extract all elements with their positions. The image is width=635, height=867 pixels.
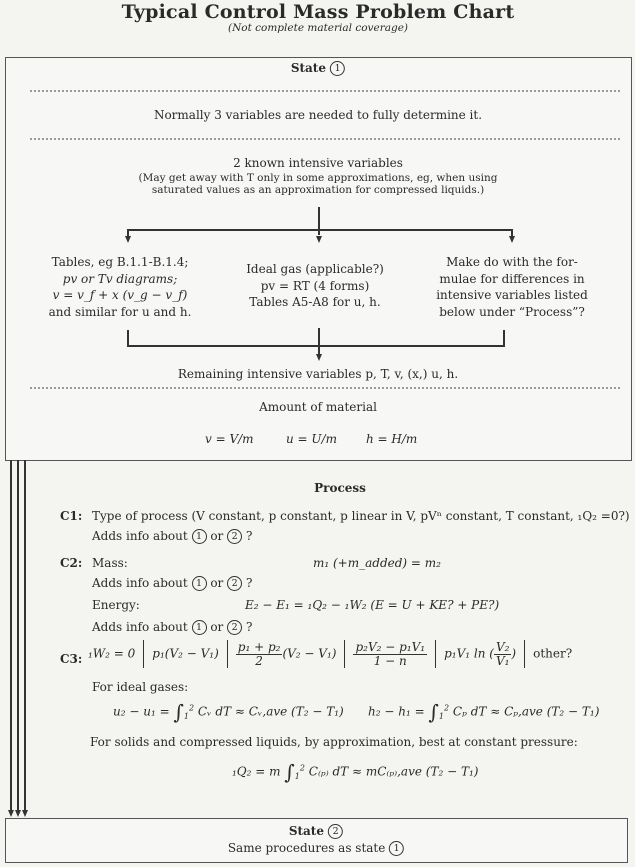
arrow-down-icon <box>8 810 14 817</box>
specific-enthalpy-formula: h = H/m <box>366 432 418 446</box>
arrow-down-icon <box>125 236 131 243</box>
specific-energy-formula: u = U/m <box>286 432 337 446</box>
state-number-badge: 1 <box>330 61 345 76</box>
method-line: Tables, eg B.1.1-B.1.4; <box>51 255 189 269</box>
method-differences <box>436 254 588 320</box>
method-line: pv or Tv diagrams; <box>62 271 178 286</box>
connector-line <box>10 460 12 810</box>
state-number-badge: 1 <box>389 841 404 856</box>
separator <box>435 640 436 668</box>
arrow-down-icon <box>22 810 28 817</box>
enthalpy-formula <box>368 700 599 724</box>
state-number-badge: 1 <box>192 529 207 544</box>
denominator: 1 − n <box>373 653 407 668</box>
state-number-badge: 1 <box>192 620 207 635</box>
arrow-down-icon <box>509 236 515 243</box>
separator <box>143 640 144 668</box>
divider <box>30 90 620 92</box>
page-title: Typical Control Mass Problem Chart <box>121 1 515 23</box>
method-line: below under “Process”? <box>439 304 585 319</box>
heat-formula <box>232 760 478 784</box>
connector-line <box>503 330 505 346</box>
adds-info-text: Adds info about <box>92 620 188 634</box>
state-number-badge: 1 <box>192 576 207 591</box>
known-note-1: (May get away with T only in some approximations, eg, when using <box>138 172 498 184</box>
method-line: intensive variables listed <box>436 288 588 302</box>
arrow-down-icon <box>316 236 322 243</box>
separator <box>227 640 228 668</box>
denominator: 2 <box>255 653 263 668</box>
or-text: or <box>210 576 224 590</box>
state-2-heading <box>289 824 343 839</box>
mass-formula: m₁ (+m_added) = m₂ <box>313 556 441 570</box>
integral-icon: ∫ <box>428 700 439 724</box>
ideal-gases-label: For ideal gases: <box>92 680 189 694</box>
state-number-badge: 2 <box>227 576 242 591</box>
amount-text: Amount of material <box>259 400 377 414</box>
question-mark: ? <box>245 576 253 590</box>
internal-energy-formula <box>113 700 344 724</box>
connector-line <box>318 328 320 355</box>
state-1-heading <box>291 61 345 76</box>
numerator: V₂ <box>495 639 510 654</box>
state-2-text <box>228 841 404 856</box>
method-line: pv = RT (4 forms) <box>260 278 370 293</box>
c2-label: C2: <box>60 556 83 570</box>
connector-line <box>127 345 505 347</box>
adds-info-c1 <box>92 529 252 544</box>
fraction <box>353 641 427 668</box>
integral-icon: ∫ <box>173 700 184 724</box>
lower-limit: 1 <box>438 711 444 721</box>
method-line: Ideal gas (applicable?) <box>246 262 384 276</box>
energy-formula: E₂ − E₁ = ₁Q₂ − ₁W₂ (E = U + KE? + PE?) <box>245 598 500 612</box>
page-subtitle: (Not complete material coverage) <box>227 22 409 34</box>
question-mark: ? <box>245 529 253 543</box>
formula-right: C₍ₚ₎ dT ≈ mC₍ₚ₎,ave (T₂ − T₁) <box>308 764 479 779</box>
separator <box>524 640 525 668</box>
state-1-label: State <box>290 61 326 75</box>
same-procedures-text: Same procedures as state <box>227 841 386 855</box>
lower-limit: 1 <box>183 711 189 721</box>
connector-line <box>127 330 129 346</box>
fraction <box>494 641 511 668</box>
work-isothermal: p₁V₁ ln <box>444 646 486 661</box>
work-linear: (V₂ − V₁) <box>282 646 337 661</box>
formula-left: h₂ − h₁ = <box>368 704 425 719</box>
numerator: p₁ + p₂ <box>237 639 281 654</box>
known-note-2: saturated values as an approximation for compressed liquids.) <box>151 184 485 196</box>
work-formulas: ₁W₂ = 0 p₁(V₂ − V₁) $\frac{\text{p₁ + p₂}}{2}$ (V₂ − V₁) $\frac{\text{p₂V₂ − p₁V₁}}{1 - n}$ p₁V₁ ln ( $\frac{\text{V₂}}{\text{V₁}}$ ) other? <box>88 639 573 668</box>
work-constant-pressure: p₁(V₂ − V₁) <box>152 646 219 661</box>
remaining-text: Remaining intensive variables p, T, v, (x,) u, h. <box>177 367 459 381</box>
mass-label: Mass: <box>92 556 128 570</box>
adds-info-energy <box>92 620 252 635</box>
method-ideal-gas <box>246 261 384 311</box>
integral-icon: ∫ <box>284 760 295 784</box>
method-tables <box>49 254 192 320</box>
adds-info-text: Adds info about <box>92 576 188 590</box>
or-text: or <box>210 529 224 543</box>
divider <box>30 138 620 140</box>
method-line: Make do with the for- <box>446 255 578 269</box>
numerator: p₂V₂ − p₁V₁ <box>355 639 426 654</box>
upper-limit: 2 <box>188 703 195 713</box>
method-line: Tables A5-A8 for u, h. <box>249 295 381 309</box>
process-heading: Process <box>314 481 366 495</box>
lower-limit: 1 <box>294 771 300 781</box>
fraction <box>236 641 283 668</box>
work-zero: ₁W₂ = 0 <box>88 646 136 661</box>
state-number-badge: 2 <box>227 529 242 544</box>
method-line: mulae for differences in <box>439 271 585 286</box>
solids-text: For solids and compressed liquids, by approximation, best at constant pressure: <box>90 735 578 749</box>
method-line: v = v_f + x (v_g − v_f) <box>52 288 188 302</box>
c3-label: C3: <box>60 652 83 666</box>
state-2-label: State <box>288 824 324 838</box>
divider <box>30 387 620 389</box>
formula-right: Cₚ dT ≈ Cₚ,ave (T₂ − T₁) <box>452 704 600 719</box>
work-other: other? <box>533 646 573 661</box>
specific-volume-formula: v = V/m <box>205 432 254 446</box>
connector-line <box>17 460 19 810</box>
connector-line <box>24 460 26 810</box>
or-text: or <box>210 620 224 634</box>
formula-right: Cᵥ dT ≈ Cᵥ,ave (T₂ − T₁) <box>197 704 344 719</box>
c1-text: Type of process (V constant, p constant, p linear in V, pVⁿ constant, T constant, ₁Q₂ =0?) <box>92 509 630 523</box>
connector-line <box>318 207 320 235</box>
known-text: 2 known intensive variables <box>233 156 403 170</box>
formula-left: ₁Q₂ = m <box>232 764 281 779</box>
energy-label: Energy: <box>92 598 140 612</box>
connector-line <box>127 229 512 231</box>
normally-text: Normally 3 variables are needed to fully determine it. <box>153 108 483 122</box>
adds-info-mass <box>92 576 252 591</box>
upper-limit: 2 <box>443 703 450 713</box>
arrow-down-icon <box>316 354 322 361</box>
arrow-down-icon <box>15 810 21 817</box>
separator <box>344 640 345 668</box>
question-mark: ? <box>245 620 253 634</box>
c1-label: C1: <box>60 509 83 523</box>
state-number-badge: 2 <box>328 824 343 839</box>
adds-info-text: Adds info about <box>92 529 188 543</box>
method-line: and similar for u and h. <box>48 304 192 319</box>
denominator: V₁ <box>495 653 510 668</box>
state-number-badge: 2 <box>227 620 242 635</box>
formula-left: u₂ − u₁ = <box>113 704 170 719</box>
upper-limit: 2 <box>299 763 305 773</box>
